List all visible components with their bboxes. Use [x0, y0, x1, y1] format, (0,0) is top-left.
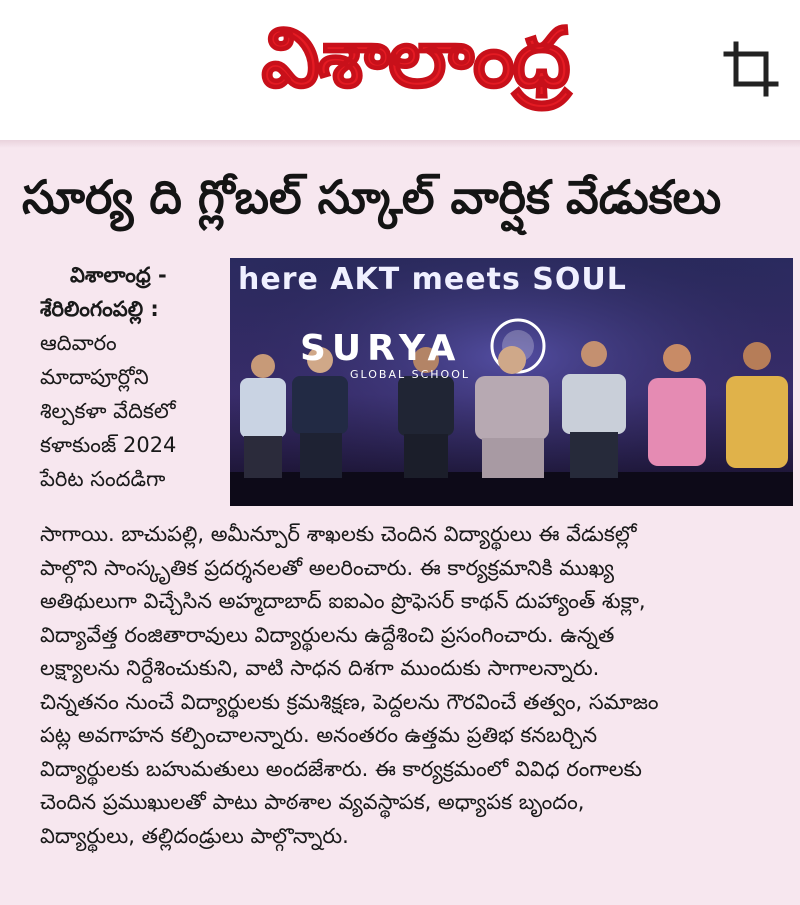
intro-line: శిల్పకళా వేదికలో: [40, 399, 176, 423]
body-line: పాల్గొని సాంస్కృతిక ప్రదర్శనలతో అలరించారు. ఈ కార్యక్రమానికి ముఖ్య: [40, 555, 615, 580]
event-photo: [230, 258, 793, 506]
intro-line: పేరిట సందడిగా: [40, 467, 166, 491]
clipping-top-edge: [0, 140, 800, 148]
body-line: సాగాయి. బాచుపల్లి, అమీన్పూర్ శాఖలకు చెందిన విద్యార్థులు ఈ వేడుకల్లో: [40, 522, 637, 546]
masthead: [0, 0, 800, 140]
school-logo-subtext: GLOBAL SCHOOL: [350, 368, 470, 381]
intro-line: కళాకుంజ్ 2024: [40, 433, 177, 457]
body-line: చెందిన ప్రముఖులతో పాటు పాఠశాల వ్యవస్థాపక, అధ్యాపక బృందం,: [40, 790, 585, 814]
body-line: చిన్నతనం నుంచే విద్యార్థులకు క్రమశిక్షణ, పెద్దలను గౌరవించే తత్వం, సమాజం: [40, 689, 659, 714]
body-line: అతిథులుగా విచ్చేసిన అహ్మదాబాద్ ఐఐఎం ప్రొఫెసర్ కాథన్ దుహ్యాంత్ శుక్లా,: [40, 589, 646, 613]
article-headline: సూర్య ది గ్లోబల్ స్కూల్ వార్షిక వేడుకలు: [22, 170, 722, 224]
body-line: పట్ల అవగాహన కల్పించాలన్నారు. అనంతరం ఉత్తమ ప్రతిభ కనబర్చిన: [40, 723, 598, 747]
intro-line: మాదాపూర్లోని: [40, 365, 149, 389]
article-body: [40, 518, 780, 853]
body-line: విద్యార్థులు, తల్లిదండ్రులు పాల్గొన్నారు.: [40, 823, 349, 848]
dateline-place: శేరిలింగంపల్లి :: [40, 297, 159, 321]
dateline-source: విశాలాంధ్ర -: [70, 263, 167, 287]
intro-line: ఆదివారం: [40, 331, 117, 355]
body-line: విద్యావేత్త రంజితారావులు విద్యార్థులను ఉద్దేశించి ప్రసంగించారు. ఉన్నత: [40, 622, 615, 647]
school-logo-text: SURYA: [300, 328, 462, 369]
photo-banner-text: here AKT meets SOUL: [238, 262, 627, 297]
newspaper-logo: విశాలాంధ్ర: [261, 10, 569, 106]
body-line: లక్ష్యాలను నిర్దేశించుకుని, వాటి సాధన దిశగా ముందుకు సాగాలన్నారు.: [40, 656, 600, 680]
body-line: విద్యార్థులకు బహుమతులు అందజేశారు. ఈ కార్యక్రమంలో వివిధ రంగాలకు: [40, 756, 642, 781]
crop-icon[interactable]: [722, 40, 780, 98]
article-intro-column: [40, 258, 230, 496]
